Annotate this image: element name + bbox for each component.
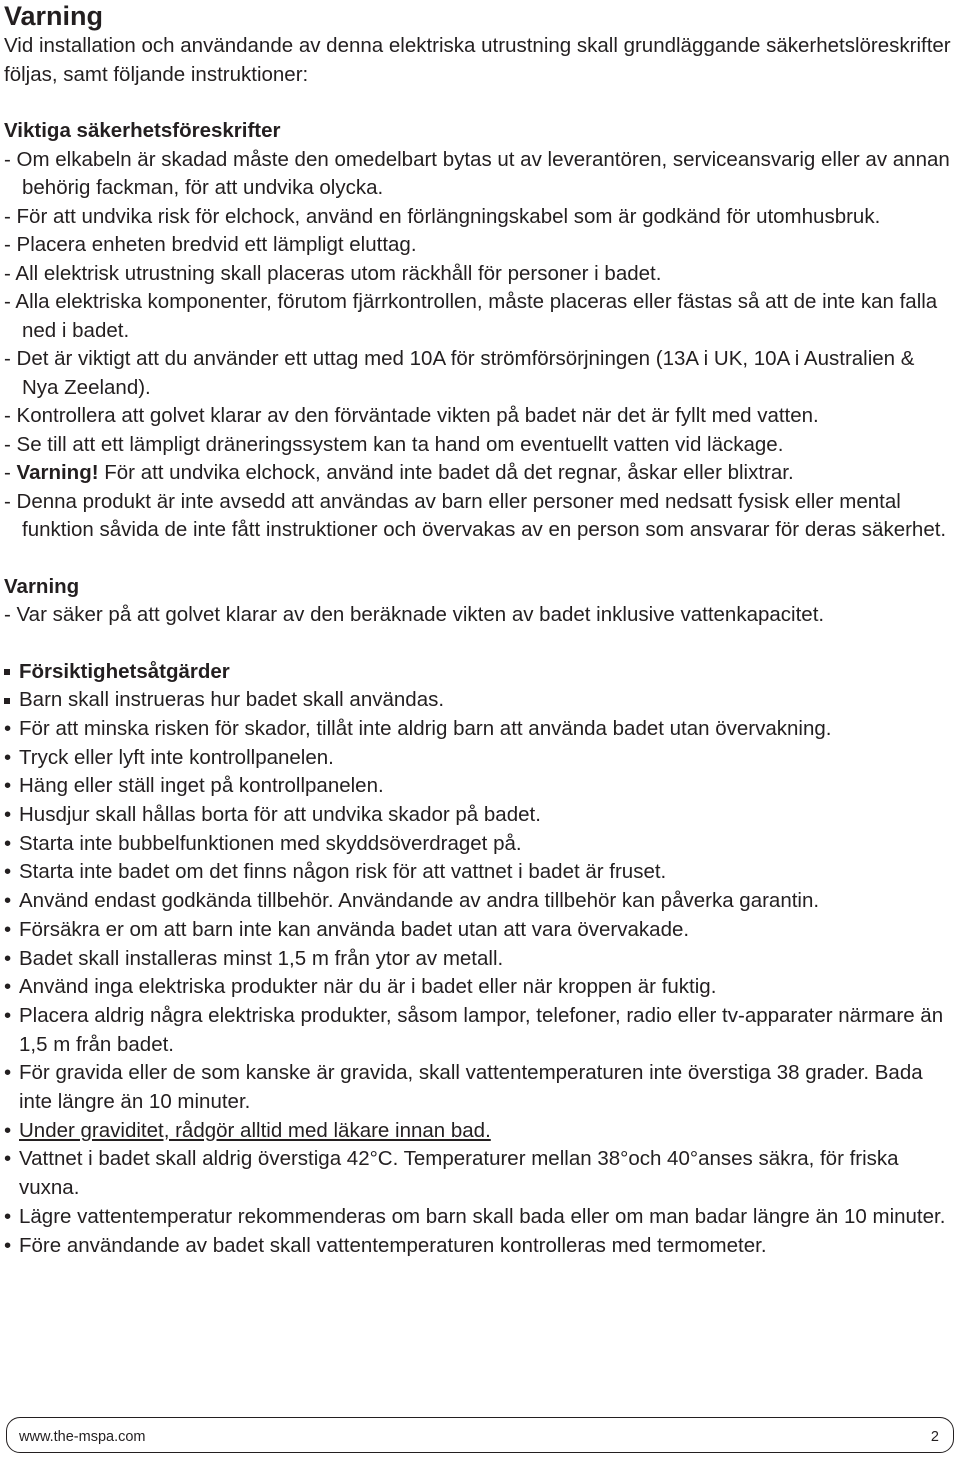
bullet-icon: • xyxy=(4,831,12,855)
bullet-icon: • xyxy=(4,774,12,798)
list-item: - Var säker på att golvet klarar av den beräknade vikten av badet inklusive vattenkapacitet. xyxy=(4,603,825,626)
list-item: - Denna produkt är inte avsedd att användas av barn eller personer med nedsatt fysisk eller mental funktion såvida de inte fått instruktioner och övervakas av en person som ansvarar för deras säkerhet. xyxy=(4,489,947,541)
page-title: Varning xyxy=(4,1,104,31)
bullet-icon: • xyxy=(4,1204,12,1228)
list-item: - Se till att ett lämpligt dräneringssystem kan ta hand om eventuellt vatten vid läckage. xyxy=(4,432,784,456)
list-item: • För gravida eller de som kanske är gravida, skall vattentemperaturen inte överstiga 38 grader. Bada inte längre än 10 minuter. xyxy=(4,1061,923,1114)
bullet-icon: • xyxy=(4,1233,12,1257)
list-item: - Placera enheten bredvid ett lämpligt eluttag. xyxy=(4,233,417,256)
bullet-icon: • xyxy=(4,1003,12,1027)
varning-list xyxy=(4,601,956,630)
bullet-icon: • xyxy=(4,917,12,941)
warning-bold-label: Varning! xyxy=(16,461,99,484)
list-item: • Starta inte bubbelfunktionen med skyddsöverdraget på. xyxy=(4,830,956,859)
bullet-icon: • xyxy=(4,745,12,769)
safety-list xyxy=(4,146,956,545)
list-item: • Försäkra er om att barn inte kan använda badet utan att vara övervakade. xyxy=(4,916,956,945)
footer-url: www.the-mspa.com xyxy=(19,1429,146,1445)
list-item: - Alla elektriska komponenter, förutom fjärrkontrollen, måste placeras eller fästas så att de inte kan falla ned i badet. xyxy=(4,290,938,342)
list-item: • Vattnet i badet skall aldrig överstiga 42°C. Temperaturer mellan 38°och 40°anses säkra, för friska vuxna. xyxy=(4,1147,899,1200)
list-item: - All elektrisk utrustning skall placeras utom räckhåll för personer i badet. xyxy=(4,261,662,285)
warning-text: För att undvika elchock, använd inte badet då det regnar, åskar eller blixtrar. xyxy=(98,461,794,484)
bullet-icon: • xyxy=(4,1061,12,1085)
warning-prefix: - xyxy=(4,461,17,484)
bullet-icon: • xyxy=(4,803,12,827)
document-page xyxy=(4,0,956,1260)
list-item: - För att undvika risk för elchock, använd en förlängningskabel som är godkänd för utomhusbruk. xyxy=(4,204,881,228)
list-item: • Använd inga elektriska produkter när du är i badet eller när kroppen är fuktig. xyxy=(4,973,956,1002)
bullet-icon: • xyxy=(4,975,12,999)
list-item: • Tryck eller lyft inte kontrollpanelen. xyxy=(4,744,956,773)
intro-text: Vid installation och användande av denna elektriska utrustning skall grundläggande säkerhetslöreskrifter följas, samt följande instruktioner: xyxy=(4,34,951,86)
list-item: • För att minska risken för skador, tillåt inte aldrig barn att använda badet utan övervakning. xyxy=(4,715,956,744)
list-item-warning xyxy=(4,459,956,488)
list-item: - Kontrollera att golvet klarar av den förväntade vikten på badet när det är fyllt med vatten. xyxy=(4,404,819,427)
list-item: • Placera aldrig några elektriska produkter, såsom lampor, telefoner, radio eller tv-apparater närmare än 1,5 m från badet. xyxy=(4,1003,944,1056)
bullet-icon: • xyxy=(4,1147,12,1171)
varning-heading: Varning xyxy=(4,574,80,598)
list-item: • Använd endast godkända tillbehör. Användande av andra tillbehör kan påverka garantin. xyxy=(4,887,956,916)
bullet-icon: • xyxy=(4,716,12,740)
precautions-heading: Försiktighetsåtgärder xyxy=(4,658,956,687)
list-item: • Före användande av badet skall vattentemperaturen kontrolleras med termometer. xyxy=(4,1232,956,1261)
list-item: Barn skall instrueras hur badet skall användas. xyxy=(4,686,956,715)
precautions-list xyxy=(4,658,956,1261)
square-bullet-icon xyxy=(4,698,10,704)
list-item: • Häng eller ställ inget på kontrollpanelen. xyxy=(4,772,956,801)
page-footer xyxy=(6,1417,954,1453)
safety-heading: Viktiga säkerhetsföreskrifter xyxy=(4,119,281,142)
bullet-icon: • xyxy=(4,889,12,913)
page-number: 2 xyxy=(930,1429,939,1445)
list-item: • Badet skall installeras minst 1,5 m från ytor av metall. xyxy=(4,945,956,974)
bullet-icon: • xyxy=(4,1118,12,1142)
square-bullet-icon xyxy=(4,669,10,675)
bullet-icon: • xyxy=(4,946,12,970)
list-item: • Lägre vattentemperatur rekommenderas om barn skall bada eller om man badar längre än 10 minuter. xyxy=(4,1203,956,1232)
list-item: • Starta inte badet om det finns någon risk för att vattnet i badet är fruset. xyxy=(4,858,956,887)
bullet-icon: • xyxy=(4,860,12,884)
list-item: - Det är viktigt att du använder ett uttag med 10A för strömförsörjningen (13A i UK, 10A i Australien & Nya Zeeland). xyxy=(4,347,915,399)
list-item: - Om elkabeln är skadad måste den omedelbart bytas ut av leverantören, serviceansvarig eller av annan behörig fackman, för att undvika olycka. xyxy=(4,147,950,199)
list-item: • Husdjur skall hållas borta för att undvika skador på badet. xyxy=(4,801,956,830)
list-item-underlined: • Under graviditet, rådgör alltid med läkare innan bad. xyxy=(4,1117,956,1146)
